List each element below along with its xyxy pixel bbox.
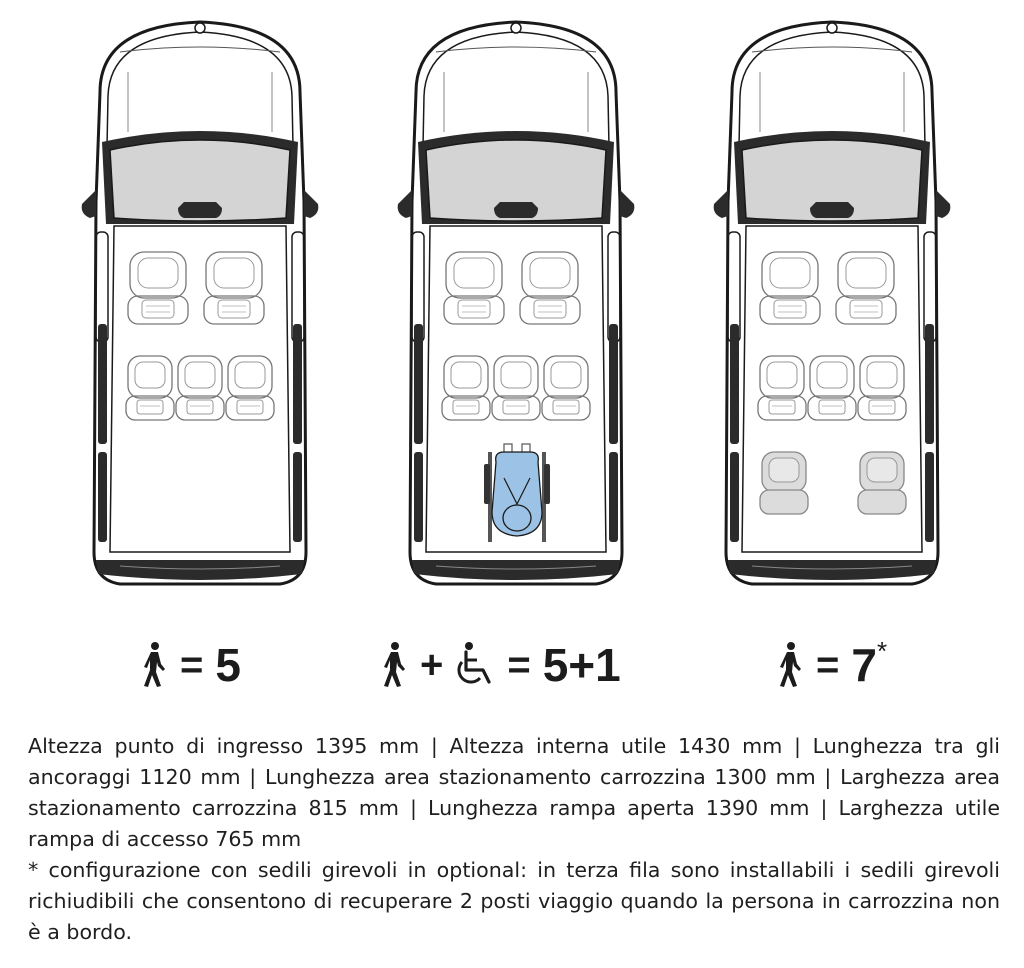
specifications-notes <box>28 731 1000 948</box>
specs-paragraph: Altezza punto di ingresso 1395 mm | Altezza interna utile 1430 mm | Lunghezza tra gli ancoraggi 1120 mm | Lunghezza area stazionamento carrozzina 1300 mm | Larghezza area stazionamento carrozzina 815 mm | Lunghezza rampa aperta 1390 mm | Larghezza utile rampa di accesso 765 mm <box>28 734 1000 851</box>
footnote-paragraph: * configurazione con sedili girevoli in optional: in terza fila sono installabili i sedili girevoli richiudibili che consentono di recuperare 2 posti viaggio quando la persona in carrozzina non è a bordo. <box>28 858 1000 944</box>
van-top-view-7-seats <box>712 12 952 592</box>
equals-sign: = <box>180 642 204 687</box>
config-5-seats <box>142 630 241 700</box>
van-top-view-5-seats <box>80 12 320 592</box>
seating-legend <box>0 630 1024 700</box>
config-value: 5+1 <box>542 639 621 691</box>
walking-person-icon <box>778 642 804 688</box>
wheelchair-icon <box>455 642 495 688</box>
config-value: 5 <box>215 639 241 691</box>
footnote-asterisk: * <box>876 635 888 666</box>
walking-person-icon <box>382 642 408 688</box>
config-5-plus-1 <box>382 630 621 700</box>
equals-sign: = <box>507 642 531 687</box>
plus-sign: + <box>420 642 444 687</box>
config-value: 7 <box>851 639 877 691</box>
van-top-view-wheelchair <box>396 12 636 592</box>
walking-person-icon <box>142 642 168 688</box>
equals-sign: = <box>816 642 840 687</box>
config-7-seats <box>778 630 887 700</box>
